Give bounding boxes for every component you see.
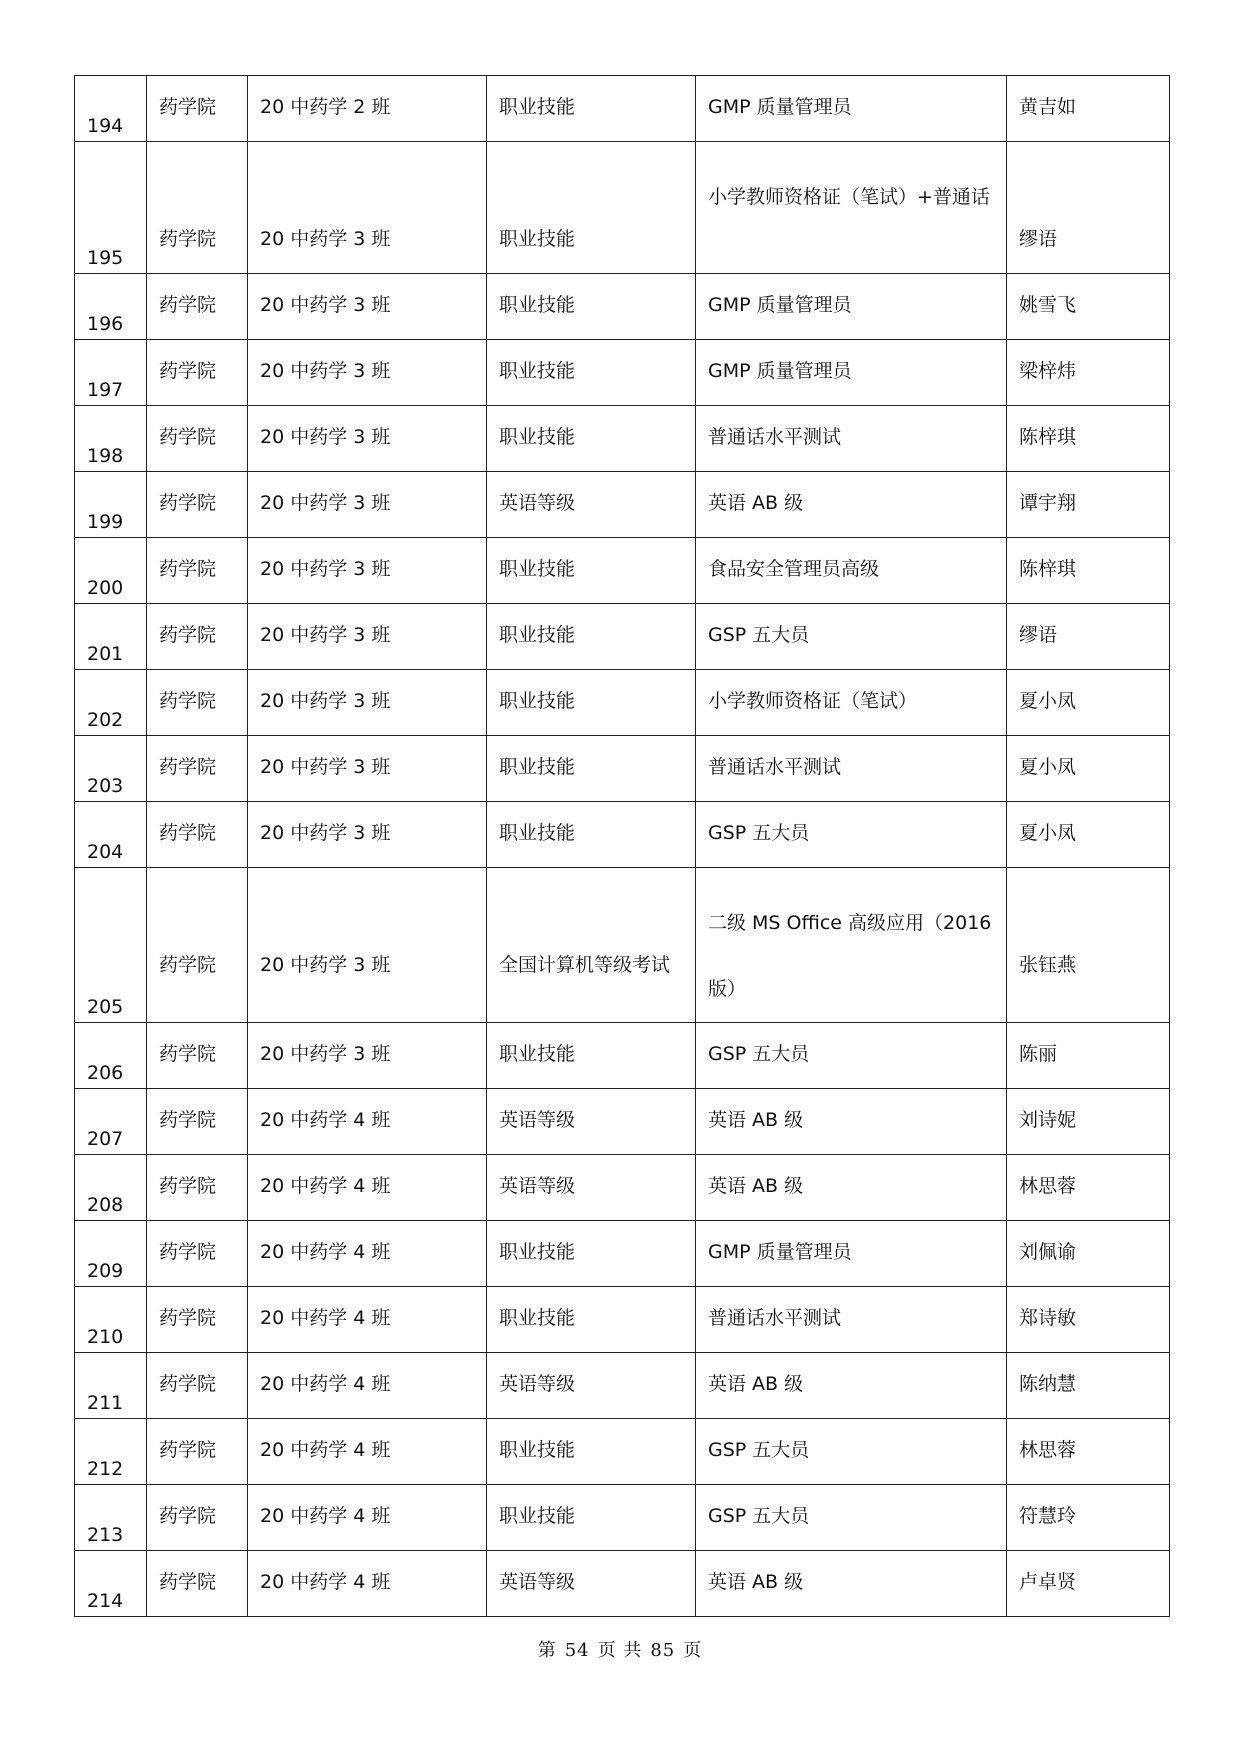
category-cell: 职业技能 (487, 604, 696, 670)
class-cell: 20 中药学 3 班 (248, 142, 487, 274)
table-row (75, 868, 1170, 1023)
row-number: 213 (75, 1485, 147, 1551)
college-cell: 药学院 (147, 274, 248, 340)
college-cell: 药学院 (147, 340, 248, 406)
row-number: 198 (75, 406, 147, 472)
table-row (75, 1551, 1170, 1617)
category-cell: 职业技能 (487, 406, 696, 472)
page-footer (0, 1636, 1240, 1662)
certificate-cell: 普通话水平测试 (696, 736, 1007, 802)
certificate-cell: GSP 五大员 (696, 1419, 1007, 1485)
college-cell: 药学院 (147, 472, 248, 538)
certificate-cell: GSP 五大员 (696, 604, 1007, 670)
student-name-cell: 夏小凤 (1007, 736, 1170, 802)
college-cell: 药学院 (147, 1089, 248, 1155)
row-number: 202 (75, 670, 147, 736)
college-cell: 药学院 (147, 142, 248, 274)
category-cell: 职业技能 (487, 670, 696, 736)
row-number: 210 (75, 1287, 147, 1353)
student-name-cell: 陈梓琪 (1007, 406, 1170, 472)
row-number: 211 (75, 1353, 147, 1419)
certificate-cell: 英语 AB 级 (696, 1551, 1007, 1617)
student-name-cell: 姚雪飞 (1007, 274, 1170, 340)
student-name-cell: 林思蓉 (1007, 1155, 1170, 1221)
category-cell: 职业技能 (487, 76, 696, 142)
table-row (75, 802, 1170, 868)
footer-suffix: 页 (683, 1640, 703, 1661)
table-row (75, 1221, 1170, 1287)
row-number: 195 (75, 142, 147, 274)
table-row (75, 406, 1170, 472)
table-row (75, 76, 1170, 142)
page-number: 54 (564, 1640, 590, 1661)
certificate-cell: 英语 AB 级 (696, 1353, 1007, 1419)
category-cell: 职业技能 (487, 1287, 696, 1353)
student-name-cell: 夏小凤 (1007, 802, 1170, 868)
class-cell: 20 中药学 4 班 (248, 1221, 487, 1287)
certificate-cell: 小学教师资格证（笔试） (696, 670, 1007, 736)
certificate-cell: GMP 质量管理员 (696, 340, 1007, 406)
class-cell: 20 中药学 4 班 (248, 1287, 487, 1353)
class-cell: 20 中药学 3 班 (248, 1023, 487, 1089)
table-row (75, 274, 1170, 340)
student-name-cell: 刘诗妮 (1007, 1089, 1170, 1155)
certificate-cell: GMP 质量管理员 (696, 76, 1007, 142)
footer-prefix: 第 (537, 1640, 557, 1661)
table-row (75, 340, 1170, 406)
class-cell: 20 中药学 3 班 (248, 802, 487, 868)
certificate-cell: GSP 五大员 (696, 1023, 1007, 1089)
category-cell: 职业技能 (487, 538, 696, 604)
student-name-cell: 梁梓炜 (1007, 340, 1170, 406)
category-cell: 职业技能 (487, 340, 696, 406)
college-cell: 药学院 (147, 1419, 248, 1485)
table-row (75, 1023, 1170, 1089)
row-number: 205 (75, 868, 147, 1023)
certificate-cell: 食品安全管理员高级 (696, 538, 1007, 604)
class-cell: 20 中药学 4 班 (248, 1485, 487, 1551)
student-name-cell: 陈纳慧 (1007, 1353, 1170, 1419)
certificate-cell: 普通话水平测试 (696, 406, 1007, 472)
category-cell: 职业技能 (487, 274, 696, 340)
college-cell: 药学院 (147, 1221, 248, 1287)
student-name-cell: 黄吉如 (1007, 76, 1170, 142)
class-cell: 20 中药学 4 班 (248, 1353, 487, 1419)
college-cell: 药学院 (147, 1023, 248, 1089)
row-number: 206 (75, 1023, 147, 1089)
category-cell: 职业技能 (487, 1419, 696, 1485)
row-number: 207 (75, 1089, 147, 1155)
class-cell: 20 中药学 3 班 (248, 274, 487, 340)
table-row (75, 142, 1170, 274)
category-cell: 英语等级 (487, 1155, 696, 1221)
college-cell: 药学院 (147, 406, 248, 472)
college-cell: 药学院 (147, 1353, 248, 1419)
certificate-cell: GMP 质量管理员 (696, 1221, 1007, 1287)
student-name-cell: 卢卓贤 (1007, 1551, 1170, 1617)
category-cell: 全国计算机等级考试 (487, 868, 696, 1023)
table-row (75, 538, 1170, 604)
table-row (75, 604, 1170, 670)
row-number: 214 (75, 1551, 147, 1617)
class-cell: 20 中药学 3 班 (248, 538, 487, 604)
category-cell: 职业技能 (487, 802, 696, 868)
row-number: 209 (75, 1221, 147, 1287)
category-cell: 英语等级 (487, 1089, 696, 1155)
student-name-cell: 刘佩谕 (1007, 1221, 1170, 1287)
certificate-cell: 小学教师资格证（笔试）+普通话 (696, 142, 1007, 274)
row-number: 201 (75, 604, 147, 670)
college-cell: 药学院 (147, 604, 248, 670)
table-row (75, 472, 1170, 538)
college-cell: 药学院 (147, 1551, 248, 1617)
college-cell: 药学院 (147, 868, 248, 1023)
category-cell: 职业技能 (487, 736, 696, 802)
college-cell: 药学院 (147, 802, 248, 868)
class-cell: 20 中药学 3 班 (248, 736, 487, 802)
certificate-cell: GSP 五大员 (696, 802, 1007, 868)
table-row (75, 736, 1170, 802)
class-cell: 20 中药学 4 班 (248, 1089, 487, 1155)
class-cell: 20 中药学 3 班 (248, 868, 487, 1023)
row-number: 212 (75, 1419, 147, 1485)
certificate-cell: 英语 AB 级 (696, 472, 1007, 538)
college-cell: 药学院 (147, 1155, 248, 1221)
page-total: 85 (650, 1640, 676, 1661)
table-row (75, 1485, 1170, 1551)
student-name-cell: 陈丽 (1007, 1023, 1170, 1089)
college-cell: 药学院 (147, 1485, 248, 1551)
table-row (75, 1287, 1170, 1353)
college-cell: 药学院 (147, 670, 248, 736)
certificate-cell: GSP 五大员 (696, 1485, 1007, 1551)
class-cell: 20 中药学 4 班 (248, 1155, 487, 1221)
row-number: 197 (75, 340, 147, 406)
class-cell: 20 中药学 3 班 (248, 670, 487, 736)
row-number: 196 (75, 274, 147, 340)
student-name-cell: 缪语 (1007, 604, 1170, 670)
row-number: 194 (75, 76, 147, 142)
table-row (75, 1089, 1170, 1155)
college-cell: 药学院 (147, 76, 248, 142)
student-name-cell: 缪语 (1007, 142, 1170, 274)
category-cell: 英语等级 (487, 472, 696, 538)
row-number: 203 (75, 736, 147, 802)
footer-mid: 页 共 (597, 1640, 643, 1661)
student-name-cell: 谭宇翔 (1007, 472, 1170, 538)
class-cell: 20 中药学 3 班 (248, 604, 487, 670)
certificate-cell: 英语 AB 级 (696, 1089, 1007, 1155)
category-cell: 英语等级 (487, 1551, 696, 1617)
records-table (74, 75, 1170, 1617)
certificate-cell: 二级 MS Office 高级应用（2016 版） (696, 868, 1007, 1023)
class-cell: 20 中药学 4 班 (248, 1419, 487, 1485)
category-cell: 职业技能 (487, 1485, 696, 1551)
class-cell: 20 中药学 3 班 (248, 340, 487, 406)
college-cell: 药学院 (147, 1287, 248, 1353)
class-cell: 20 中药学 3 班 (248, 406, 487, 472)
table-row (75, 1353, 1170, 1419)
category-cell: 职业技能 (487, 1023, 696, 1089)
college-cell: 药学院 (147, 736, 248, 802)
student-name-cell: 郑诗敏 (1007, 1287, 1170, 1353)
class-cell: 20 中药学 4 班 (248, 1551, 487, 1617)
certificate-cell: 普通话水平测试 (696, 1287, 1007, 1353)
table-row (75, 1155, 1170, 1221)
student-name-cell: 林思蓉 (1007, 1419, 1170, 1485)
row-number: 199 (75, 472, 147, 538)
table-row (75, 1419, 1170, 1485)
row-number: 200 (75, 538, 147, 604)
certificate-cell: GMP 质量管理员 (696, 274, 1007, 340)
college-cell: 药学院 (147, 538, 248, 604)
student-name-cell: 张钰燕 (1007, 868, 1170, 1023)
student-name-cell: 夏小凤 (1007, 670, 1170, 736)
certificate-cell: 英语 AB 级 (696, 1155, 1007, 1221)
class-cell: 20 中药学 3 班 (248, 472, 487, 538)
table-row (75, 670, 1170, 736)
row-number: 204 (75, 802, 147, 868)
student-name-cell: 陈梓琪 (1007, 538, 1170, 604)
category-cell: 英语等级 (487, 1353, 696, 1419)
student-name-cell: 符慧玲 (1007, 1485, 1170, 1551)
class-cell: 20 中药学 2 班 (248, 76, 487, 142)
category-cell: 职业技能 (487, 142, 696, 274)
category-cell: 职业技能 (487, 1221, 696, 1287)
row-number: 208 (75, 1155, 147, 1221)
